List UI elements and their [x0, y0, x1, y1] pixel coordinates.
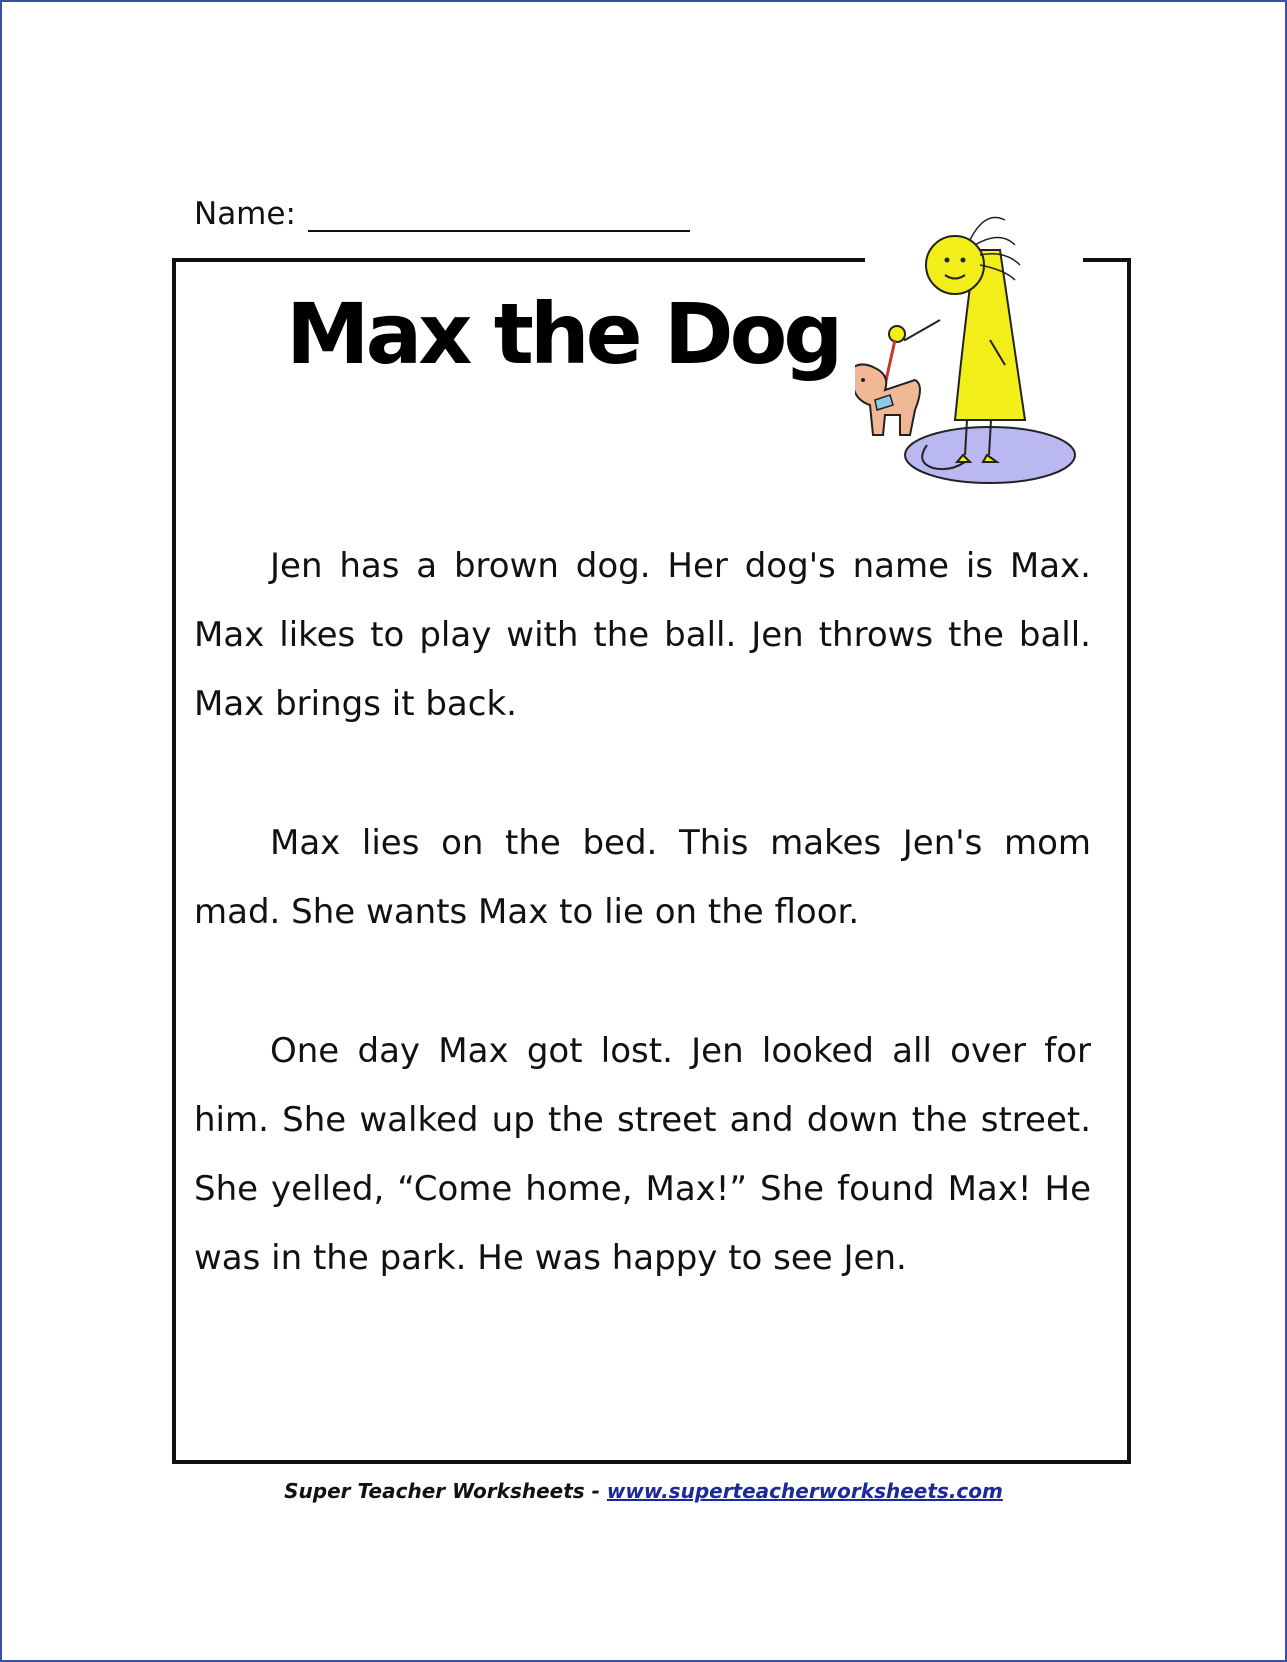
- worksheet-title: Max the Dog: [286, 285, 840, 383]
- name-field-row: [194, 196, 690, 232]
- footer: [0, 1479, 1287, 1503]
- footer-brand: Super Teacher Worksheets -: [284, 1479, 607, 1503]
- story-box-top-border-left: [172, 258, 865, 262]
- girl-walking-dog-icon: [855, 200, 1085, 500]
- footer-link[interactable]: www.superteacherworksheets.com: [606, 1479, 1003, 1503]
- name-label: Name:: [194, 196, 296, 232]
- story-paragraph: Max lies on the bed. This makes Jen's mom mad. She wants Max to lie on the floor.: [194, 823, 1091, 932]
- story-paragraph: Jen has a brown dog. Her dog's name is Max. Max likes to play with the ball. Jen throws the ball. Max brings it back.: [194, 546, 1091, 724]
- story-text: [194, 532, 1091, 1363]
- story-box-top-border-right: [1083, 258, 1131, 262]
- story-paragraph: One day Max got lost. Jen looked all over for him. She walked up the street and down the street. She yelled, “Come home, Max!” She found Max! He was in the park. He was happy to see Jen.: [194, 1031, 1091, 1278]
- name-blank-line[interactable]: [308, 198, 690, 232]
